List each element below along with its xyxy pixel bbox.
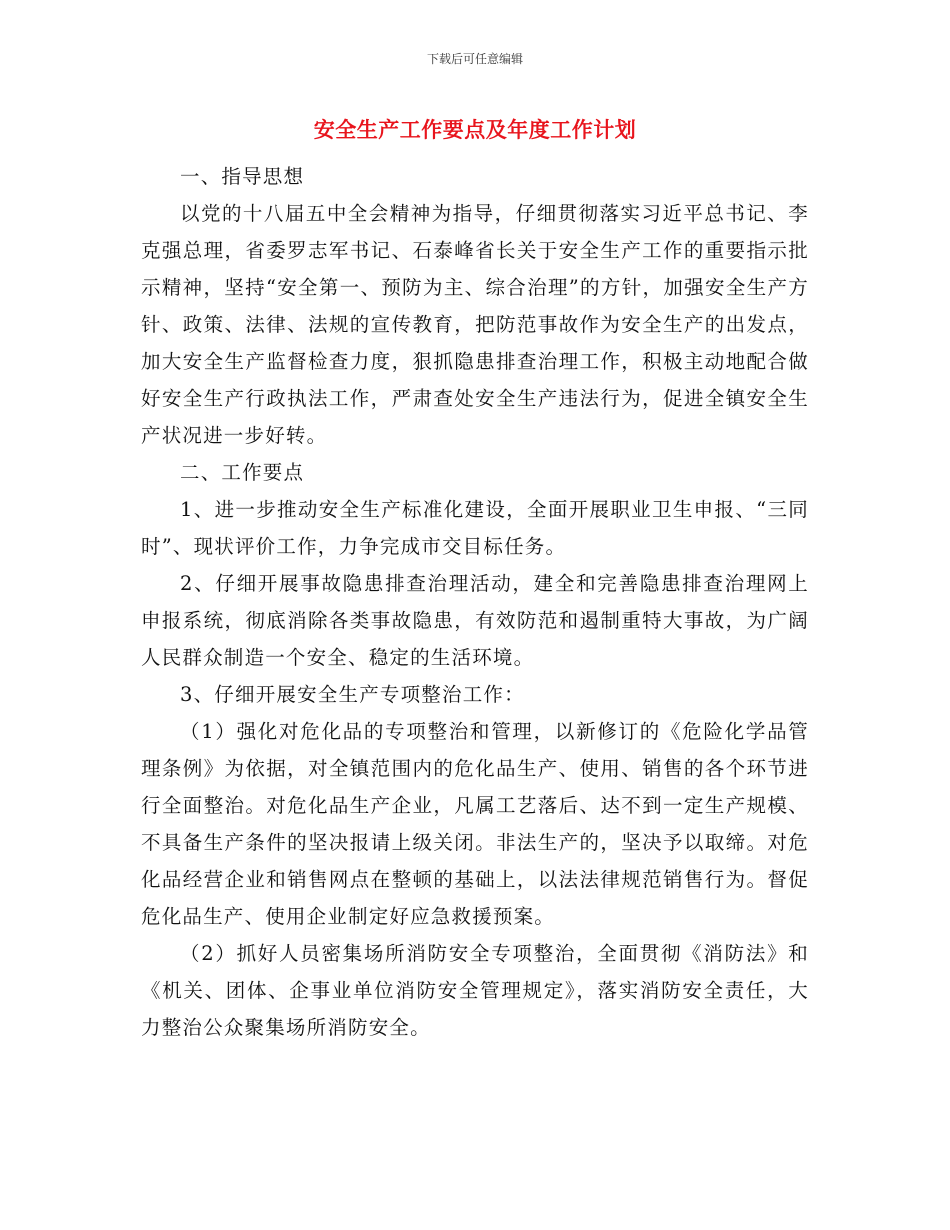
paragraph: 以党的十八届五中全会精神为指导，仔细贯彻落实习近平总书记、李克强总理，省委罗志军书记、石泰峰省长关于安全生产工作的重要指示批示精神，坚持“安全第一、预防为主、综合治理”的方针，加强安全生产方针、政策、法律、法规的宣传教育，把防范事故作为安全生产的出发点，加大安全生产监督检查力度，狠抓隐患排查治理工作，积极主动地配合做好安全生产行政执法工作，严肃查处安全生产违法行为，促进全镇安全生产状况进一步好转。 xyxy=(141,202,809,447)
paragraph: 1、进一步推动安全生产标准化建设，全面开展职业卫生申报、“三同时”、现状评价工作，力争完成市交目标任务。 xyxy=(141,498,809,558)
section-heading: 二、工作要点 xyxy=(180,461,305,484)
paragraph: 2、仔细开展事故隐患排查治理活动，建全和完善隐患排查治理网上申报系统，彻底消除各类事故隐患，有效防范和遏制重特大事故，为广阔人民群众制造一个安全、稳定的生活环境。 xyxy=(141,572,809,669)
document-body xyxy=(141,158,809,1046)
paragraph: 3、仔细开展安全生产专项整治工作： xyxy=(180,683,525,706)
section-heading: 一、指导思想 xyxy=(180,165,305,188)
paragraph: （2）抓好人员密集场所消防安全专项整治，全面贯彻《消防法》和《机关、团体、企事业单位消防安全管理规定》，落实消防安全责任，大力整治公众聚集场所消防安全。 xyxy=(141,942,809,1039)
document-title: 安全生产工作要点及年度工作计划 xyxy=(313,117,637,142)
paragraph: （1）强化对危化品的专项整治和管理，以新修订的《危险化学品管理条例》为依据，对全镇范围内的危化品生产、使用、销售的各个环节进行全面整治。对危化品生产企业，凡属工艺落后、达不到一定生产规模、不具备生产条件的坚决报请上级关闭。非法生产的，坚决予以取缔。对危化品经营企业和销售网点在整顿的基础上，以法法律规范销售行为。督促危化品生产、使用企业制定好应急救援预案。 xyxy=(141,720,809,928)
header-note: 下载后可任意编辑 xyxy=(426,52,523,66)
